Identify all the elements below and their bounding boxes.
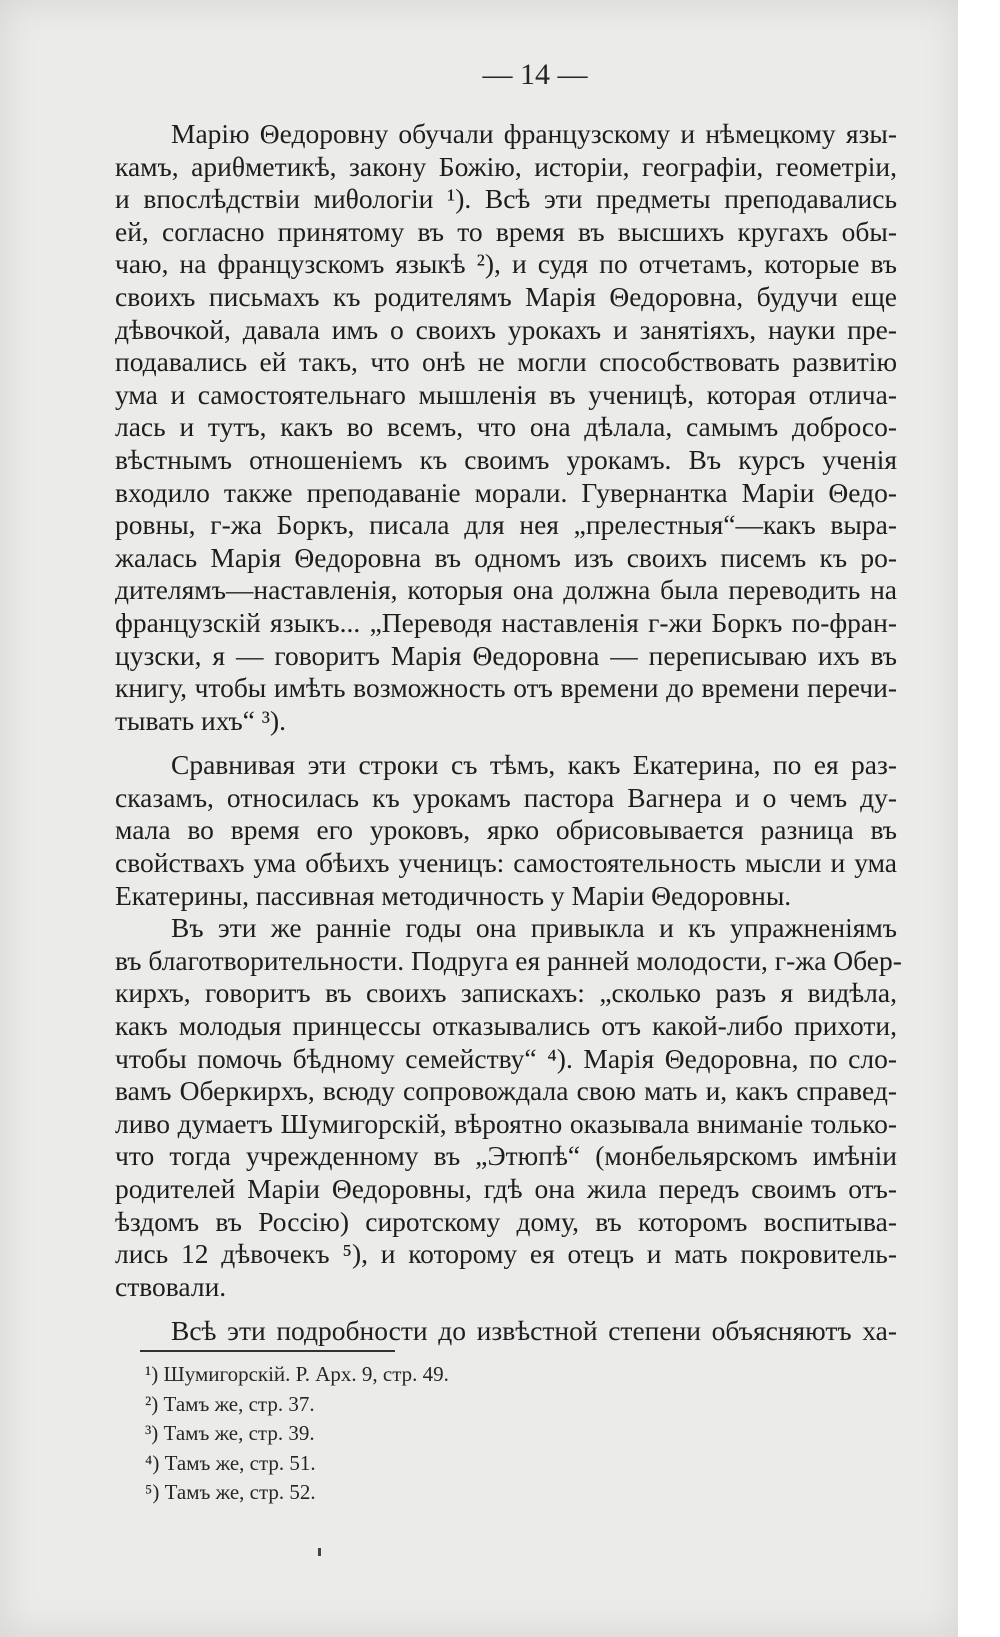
text-line: вамъ Оберкирхъ, всюду сопровождала свою мать и, какъ справед- xyxy=(115,1075,897,1107)
footnote: ⁵) Тамъ же, стр. 52. xyxy=(145,1480,316,1504)
paragraph xyxy=(115,118,897,737)
text-line: ливо думаетъ Шумигорскій, вѣроятно оказывала вниманіе только- xyxy=(115,1107,897,1139)
text-line: книгу, чтобы имѣть возможность отъ времени до времени перечи- xyxy=(115,672,897,704)
text-line: Въ эти же ранніе годы она привыкла и къ упражненіямъ xyxy=(171,912,897,944)
text-line: Марію Θедоровну обучали французскому и нѣмецкому язы- xyxy=(171,118,897,149)
footnote: ³) Тамъ же, стр. 39. xyxy=(145,1421,315,1445)
text-line: своихъ письмахъ къ родителямъ Марія Θедоровна, будучи еще xyxy=(115,280,897,312)
text-line: дителямъ—наставленія, которыя она должна была переводить на xyxy=(115,574,897,606)
text-line: что тогда учрежденному въ „Этюпѣ“ (монбельярскомъ имѣніи xyxy=(115,1140,897,1172)
text-line: вѣстнымъ отношеніемъ къ своимъ урокамъ. Въ курсъ ученія xyxy=(115,443,897,475)
text-line: ей, согласно принятому въ то время въ высшихъ кругахъ обы- xyxy=(115,215,897,247)
footnote: ¹) Шумигорскій. Р. Арх. 9, стр. 49. xyxy=(145,1362,449,1386)
text-line: ѣздомъ въ Россію) сиротскому дому, въ которомъ воспитыва- xyxy=(115,1205,897,1237)
footnote-divider xyxy=(140,1350,395,1352)
text-line: сказамъ, относилась къ урокамъ пастора Вагнера и о чемъ ду- xyxy=(115,781,897,813)
text-line: Сравнивая эти строки съ тѣмъ, какъ Екатерина, по ея раз- xyxy=(171,749,897,781)
text-line: жалась Марія Θедоровна въ одномъ изъ своихъ писемъ къ ро- xyxy=(115,541,897,573)
text-line: кирхъ, говоритъ въ своихъ запискахъ: „сколько разъ я видѣла, xyxy=(115,977,897,1009)
footnote: ²) Тамъ же, стр. 37. xyxy=(145,1391,315,1416)
text-line: свойствахъ ума обѣихъ ученицъ: самостоятельность мысли и ума xyxy=(115,847,897,879)
footnote: ⁴) Тамъ же, стр. 51. xyxy=(145,1450,316,1475)
text-line: какъ молодыя принцессы отказывались отъ какой-либо прихоти, xyxy=(115,1010,897,1042)
text-line: тывать ихъ“ ³). xyxy=(115,704,287,736)
text-line: французскій языкъ... „Переводя наставленія г-жи Боркъ по-фран- xyxy=(115,606,897,638)
text-line: подавались ей такъ, что онѣ не могли способствовать развитію xyxy=(115,346,897,378)
footnotes xyxy=(145,1360,449,1508)
text-line: лась и тутъ, какъ во всемъ, что она дѣлала, самымъ добросо- xyxy=(115,411,897,443)
text-line: и впослѣдствіи миθологіи ¹). Всѣ эти предметы преподавались xyxy=(115,183,897,215)
page-margin xyxy=(958,0,1000,1637)
text-line: входило также преподаваніе морали. Гувернантка Маріи Θедо- xyxy=(115,476,897,508)
page-number: — 14 — xyxy=(482,58,588,91)
text-line: мала во время его уроковъ, ярко обрисовывается разница въ xyxy=(115,814,897,846)
text-line: родителей Маріи Θедоровны, гдѣ она жила передъ своимъ отъ- xyxy=(115,1173,897,1204)
text-line: чаю, на французскомъ языкѣ ²), и судя по отчетамъ, которые въ xyxy=(115,248,897,280)
text-line: цузски, я — говоритъ Марія Θедоровна — переписываю ихъ въ xyxy=(115,639,897,671)
ink-speck xyxy=(318,1548,321,1556)
text-line: ума и самостоятельнаго мышленія въ ученицѣ, которая отлича- xyxy=(115,378,897,410)
text-line: чтобы помочь бѣдному семейству“ ⁴). Марія Θедоровна, по сло- xyxy=(115,1042,897,1074)
paragraph xyxy=(115,749,897,912)
text-line: Екатерины, пассивная методичность у Маріи Θедоровны. xyxy=(115,879,792,911)
text-line: ровны, г-жа Боркъ, писала для нея „прелестныя“—какъ выра- xyxy=(115,509,897,541)
paragraph xyxy=(115,1315,897,1348)
text-line: въ благотворительности. Подруга ея ранней молодости, г-жа Обер- xyxy=(115,944,902,976)
text-line: дѣвочкой, давала имъ о своихъ урокахъ и занятіяхъ, науки пре- xyxy=(115,313,897,345)
text-line: лись 12 дѣвочекъ ⁵), и которому ея отецъ и мать покровитель- xyxy=(115,1238,897,1270)
body-text xyxy=(115,118,902,1348)
text-line: камъ, ариθметикѣ, закону Божію, исторіи, географіи, геометріи, xyxy=(115,150,897,182)
text-line: ствовали. xyxy=(115,1270,227,1302)
paragraph xyxy=(115,912,902,1303)
text-line: Всѣ эти подробности до извѣстной степени объясняютъ ха- xyxy=(171,1315,897,1347)
